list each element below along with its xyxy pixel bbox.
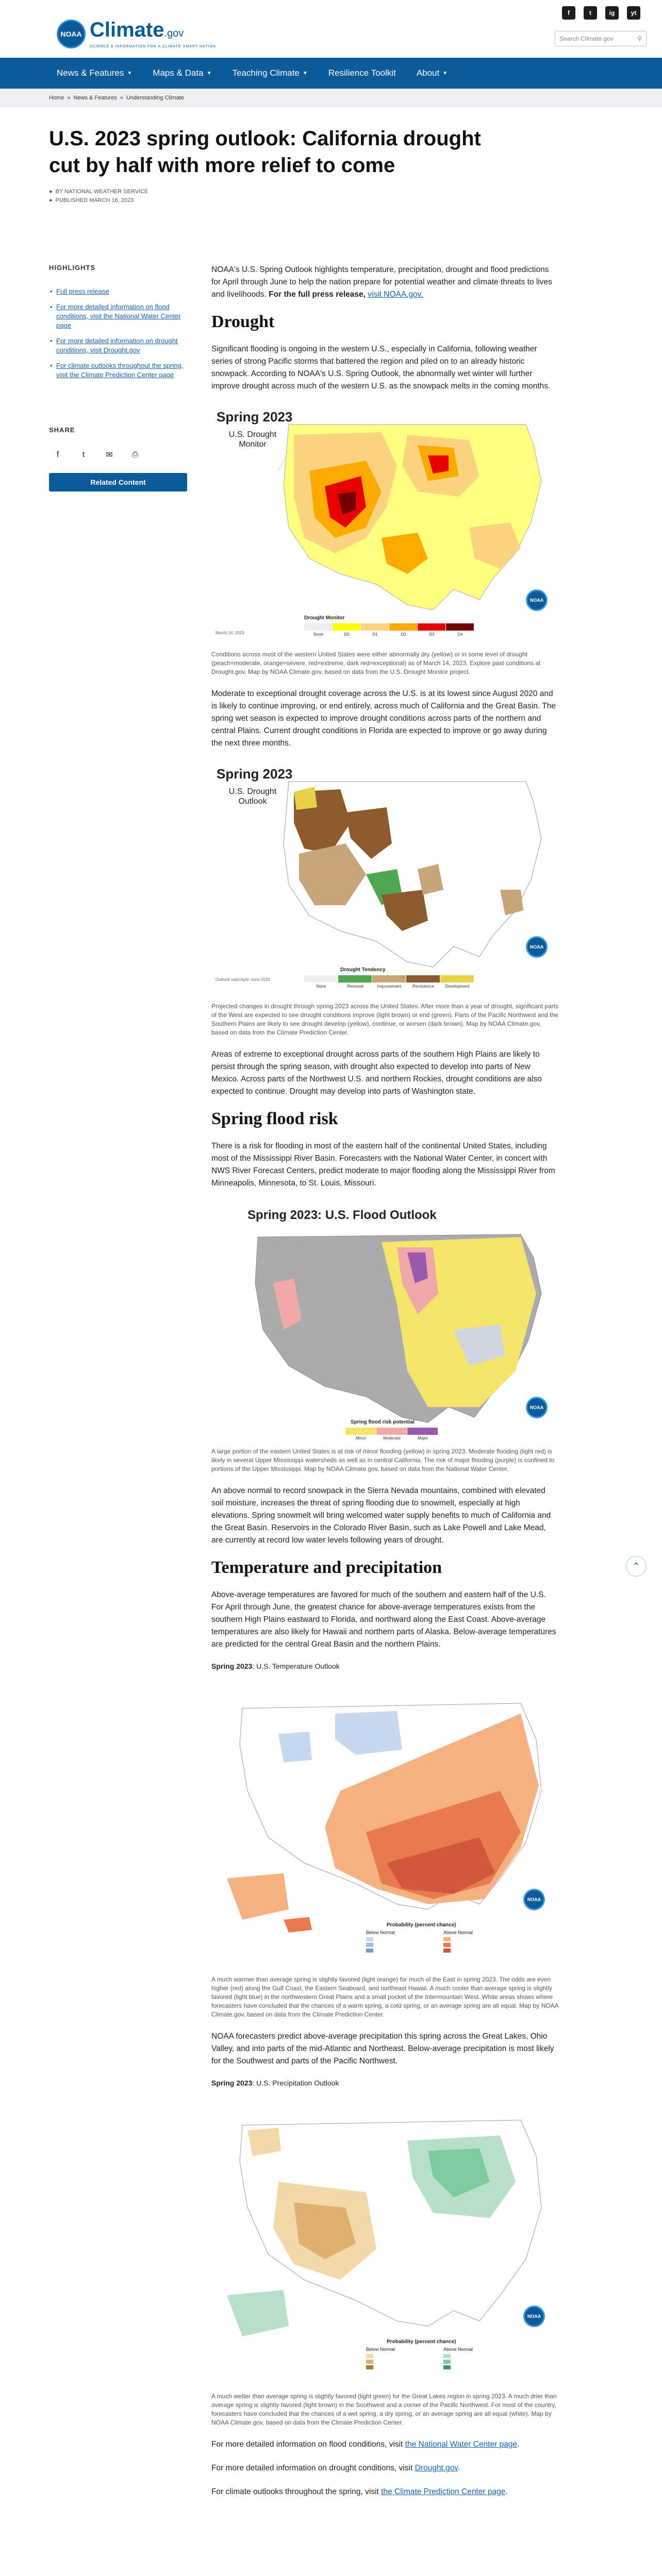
chevron-down-icon: ▼	[302, 70, 308, 76]
noaa-logo-icon: NOAA	[526, 589, 548, 611]
temperature-caption: A much warmer than average spring is slightly favored (light orange) for much of the East in spring 2023. The odds are even higher (red) along the Gulf Coast, the Eastern Seaboard, and northeast Hawaii. A much cooler than average spring is slightly favored (light blue) in the northwestern Great Plains and a small pocket of the Intermountain West. White areas shows where forecasters have concluded that the chances of a warm spring, a cold spring, or an average spring are all equal. Map by NOAA Climate.gov, based on data from the Climate Prediction Center.	[211, 1976, 559, 2018]
map-date-note: Outlook valid April–June 2023	[216, 977, 270, 982]
precipitation-paragraph: NOAA forecasters predict above-average precipitation this spring across the Great Lakes, Ohio Valley, and into parts of the mid-Atlantic and Northeast. Below-average precipitation is most likely for the Southwest and parts of the Pacific Northwest.	[211, 2032, 554, 2065]
flood-outlook-map[interactable]	[211, 1201, 559, 1443]
drought-paragraph-3: Areas of extreme to exceptional drought across parts of the southern High Plains are likely to persist through the spring season, with drought also expected to develop into parts of New Mexico. Across parts of the Northwest U.S. and northern Rockies, drought conditions are also expected to continue. Drought may develop into parts of Washington state.	[211, 1050, 542, 1096]
chevron-up-icon: ⌃	[632, 1561, 640, 1571]
legend-below-label: Below Normal	[366, 1930, 395, 1935]
instagram-icon[interactable]: ig	[605, 6, 619, 20]
map-subtitle: U.S. Drought Monitor	[228, 430, 277, 449]
noaa-logo-icon: NOAA	[523, 2306, 545, 2327]
chevron-down-icon: ▼	[206, 70, 212, 76]
chevron-down-icon: ▼	[127, 70, 133, 76]
share-icons	[52, 449, 188, 461]
author: BY NATIONAL WEATHER SERVICE	[55, 189, 148, 195]
drought-paragraph-1: Significant flooding is ongoing in the western U.S., especially in California, following weather series of strong Pacific storms that battered the region and piled on to an already historic snowpack. According to NOAA's U.S. Spring Outlook, the abnormally wet winter will further improve drought across much of the western U.S. as the snowpack melts in the coming months.	[211, 345, 551, 391]
map-title: Spring 2023	[217, 409, 293, 425]
legend-swatch-major	[407, 1428, 438, 1435]
search-placeholder: Search Climate.gov	[559, 35, 614, 42]
nav-teaching-climate[interactable]: Teaching Climate ▼	[232, 68, 308, 78]
legend-swatch-improvement	[372, 975, 406, 982]
article-body	[211, 264, 559, 2510]
legend-swatch-d1	[361, 623, 389, 631]
noaa-logo-icon: NOAA	[526, 1397, 548, 1418]
nav-about[interactable]: About ▼	[416, 68, 448, 78]
nav-maps-data[interactable]: Maps & Data ▼	[153, 68, 212, 78]
drought-monitor-map[interactable]	[211, 404, 559, 646]
facebook-share-icon[interactable]: f	[56, 450, 59, 459]
back-to-top-button[interactable]	[626, 1556, 647, 1577]
national-water-center-link[interactable]: the National Water Center page	[405, 2440, 518, 2449]
map-subtitle: U.S. Drought Outlook	[228, 787, 277, 806]
legend-swatch-moderate	[376, 1428, 407, 1435]
email-share-icon[interactable]: ✉	[106, 451, 113, 460]
breadcrumb-news[interactable]: News & Features	[73, 95, 117, 101]
legend-labels: None Removal Improvement Persistence Development	[316, 984, 470, 989]
drought-paragraph-2: Moderate to exceptional drought coverage across the U.S. is at its lowest since August 2020 and is likely to continue improving, or end entirely, across much of California and the Great Basin. The spring wet season is expected to improve drought conditions across parts of the northern and central Plains. Current drought conditions in Florida are expected to improve or go away during the next three months.	[211, 689, 556, 748]
highlights-list	[49, 287, 188, 380]
legend-title: Probability (percent chance)	[387, 1922, 456, 1928]
drought-monitor-caption: Conditions across most of the western United States were either abnormally dry (yellow) or in some level of drought (peach=moderate, orange=severe, red=extreme, dark red=exceptional) as of March 14, 2023. Explore past conditions at Drought.gov. Map by NOAA Climate.gov, based on data from the U.S. Drought Monitor project.	[211, 651, 541, 675]
drought-outlook-caption: Projected changes in drought through spring 2023 across the United States. After more than a year of drought, significant parts of the West are expected to see drought conditions improve (light brown) or end (green). Parts of the Pacific Northwest and the Southern Plains are likely to see drought develop (yellow), continue, or worsen (dark brown). Map by NOAA Climate.gov, based on data from the Climate Prediction Center.	[211, 1003, 559, 1036]
nav-resilience-toolkit[interactable]: Resilience Toolkit	[328, 68, 396, 78]
temperature-legend-svg	[211, 1662, 559, 1971]
map-title: Spring 2023	[217, 766, 293, 782]
more-flood-info: For more detailed information on flood conditions, visit the National Water Center page.	[211, 2440, 520, 2449]
main-nav	[0, 58, 662, 89]
related-content-button[interactable]: Related Content	[49, 473, 187, 492]
flood-paragraph-1: There is a risk for flooding in most of the eastern half of the continental United States, including most of the Mississippi River Basin. Forecasters with the National Water Center, in concert with NWS River Forecast Centers, predict moderate to major flooding along the Mississippi River from Minneapolis, Minnesota, to St. Louis, Missouri.	[211, 1142, 555, 1188]
highlight-item[interactable]: • Full press release	[49, 287, 188, 296]
more-drought-info: For more detailed information on drought conditions, visit Drought.gov.	[211, 2464, 460, 2472]
map-title: Spring 2023: U.S. Temperature Outlook	[211, 1662, 340, 1670]
social-links	[562, 6, 640, 20]
noaa-logo-icon: NOAA	[526, 936, 548, 958]
nav-news-features[interactable]: News & Features ▼	[57, 68, 133, 78]
temperature-paragraph: Above-average temperatures are favored for much of the southern and eastern half of the U.S. For April through June, the greatest chance for above-average temperatures exists from the southern High Plains eastward to Florida, and northward along the East Coast. Above-average temperatures are also likely for Hawaii and northern parts of Alaska. Below-average temperatures are predicted for the central Great Basin and the northern Plains.	[211, 1590, 556, 1649]
temperature-heading: Temperature and precipitation	[211, 1558, 442, 1577]
legend-above-label: Above Normal	[443, 2347, 473, 2352]
drought-heading: Drought	[211, 312, 275, 331]
logo-tagline: SCIENCE & INFORMATION FOR A CLIMATE-SMART NATION	[90, 45, 216, 48]
legend-labels: None D0 D1 D2 D3 D4	[313, 632, 463, 637]
highlights-heading: HIGHLIGHTS	[49, 264, 96, 272]
logo-name: Climate.gov	[90, 19, 184, 41]
user-icon: ●	[49, 189, 53, 195]
temperature-outlook-map[interactable]	[211, 1662, 559, 1971]
legend-swatch-d2	[389, 623, 418, 631]
drought-gov-link[interactable]: Drought.gov	[415, 2464, 458, 2472]
legend-swatch-d3	[418, 623, 446, 631]
page-title: U.S. 2023 spring outlook: California drought cut by half with more relief to come	[49, 127, 481, 177]
flood-heading: Spring flood risk	[211, 1109, 338, 1128]
noaa-link[interactable]: visit NOAA.gov.	[368, 290, 423, 299]
legend-title: Drought Tendency	[340, 967, 386, 973]
breadcrumb-current[interactable]: Understanding Climate	[126, 95, 184, 101]
legend-swatch-development	[440, 975, 474, 982]
precipitation-legend-svg	[211, 2079, 559, 2388]
site-header	[0, 0, 662, 58]
noaa-logo-icon: NOAA	[523, 1889, 545, 1910]
breadcrumb: Home » News & Features » Understanding Climate	[0, 89, 662, 107]
chevron-down-icon: ▼	[442, 70, 448, 76]
legend-below-label: Below Normal	[366, 2347, 395, 2352]
map-title: Spring 2023: U.S. Precipitation Outlook	[211, 2079, 339, 2087]
legend-swatch-none	[304, 975, 338, 982]
legend-labels: Minor Moderate Major	[355, 1436, 428, 1440]
byline	[49, 188, 148, 205]
legend-swatch-persistence	[406, 975, 440, 982]
precipitation-outlook-map[interactable]	[211, 2079, 559, 2388]
share-heading: SHARE	[49, 426, 75, 434]
noaa-badge-icon: NOAA	[57, 20, 86, 48]
flood-caption: A large portion of the eastern United States is at risk of minor flooding (yellow) in spring 2023. Moderate flooding (light red) is likely in several Upper Mississippi watersheds as well as in central California. The risk of major flooding (purple) is confined to portions of the Upper Mississippi. Map by NOAA Climate.gov, based on data from the National Water Center.	[211, 1448, 555, 1472]
highlight-item[interactable]: • For more detailed information on flood conditions, visit the National Water Center page	[49, 302, 188, 330]
sidebar	[49, 264, 188, 492]
intro-paragraph: NOAA's U.S. Spring Outlook highlights temperature, precipitation, drought and flood predictions for April through June to help the nation prepare for potential weather and climate threats to lives and livelihoods. For the full press release, visit NOAA.gov.	[211, 265, 552, 299]
twitter-share-icon[interactable]: t	[82, 450, 85, 459]
flood-outlook-svg	[211, 1201, 559, 1443]
legend-swatch-removal	[338, 975, 372, 982]
search-icon[interactable]: ⚲	[637, 35, 642, 42]
facebook-icon[interactable]: f	[562, 6, 575, 20]
published-date: PUBLISHED MARCH 16, 2023	[55, 197, 134, 204]
drought-outlook-map[interactable]	[211, 761, 559, 998]
site-logo[interactable]	[57, 20, 216, 48]
twitter-icon[interactable]: t	[584, 6, 597, 20]
legend-title: Probability (percent chance)	[387, 2339, 456, 2345]
legend-swatch-minor	[345, 1428, 376, 1435]
legend-swatch-d4	[446, 623, 474, 631]
legend-swatch-none	[304, 623, 333, 631]
highlight-item[interactable]: • For more detailed information on drought conditions, visit Drought.gov	[49, 336, 188, 355]
print-icon[interactable]: ⎙	[131, 450, 139, 459]
legend-bar	[304, 623, 474, 631]
legend-title: Spring flood risk potential	[351, 1419, 415, 1425]
legend-bar	[345, 1428, 438, 1435]
breadcrumb-home[interactable]: Home	[49, 95, 64, 101]
flood-paragraph-2: An above normal to record snowpack in the Sierra Nevada mountains, combined with elevated soil moisture, increases the threat of spring flooding due to snowmelt, especially at high elevations. Spring snowmelt will bring welcomed water supply benefits to much of California and the Great Basin. Reservoirs in the Colorado River Basin, such as Lake Powell and Lake Mead, are currently at record low water levels following years of drought.	[211, 1486, 551, 1545]
precipitation-caption: A much wetter than average spring is slightly favored (light green) for the Great Lakes region in spring 2023. A much drier than average spring is slightly favored (light brown) in the Southwest and a corner of the Pacific Northwest. For most of the country, forecasters have concluded that the chances of a wet spring, a dry spring, or an average spring are all equal (white). Map by NOAA Climate.gov, based on data from the Climate Prediction Center.	[211, 2393, 557, 2426]
calendar-icon: ●	[49, 197, 53, 204]
map-title: Spring 2023: U.S. Flood Outlook	[247, 1208, 437, 1222]
highlight-item[interactable]: • For climate outlooks throughout the spring, visit the Climate Prediction Center page	[49, 361, 188, 380]
search-input[interactable]	[555, 31, 647, 46]
legend-bar	[304, 975, 474, 982]
more-climate-info: For climate outlooks throughout the spring, visit the Climate Prediction Center page.	[211, 2487, 508, 2496]
legend-title: Drought Monitor	[304, 615, 345, 621]
youtube-icon[interactable]: yt	[627, 6, 640, 20]
legend-above-label: Above Normal	[443, 1930, 473, 1935]
cpc-link[interactable]: the Climate Prediction Center page	[381, 2487, 506, 2496]
map-date-note: March 14, 2023	[216, 631, 244, 635]
legend-swatch-d0	[333, 623, 361, 631]
